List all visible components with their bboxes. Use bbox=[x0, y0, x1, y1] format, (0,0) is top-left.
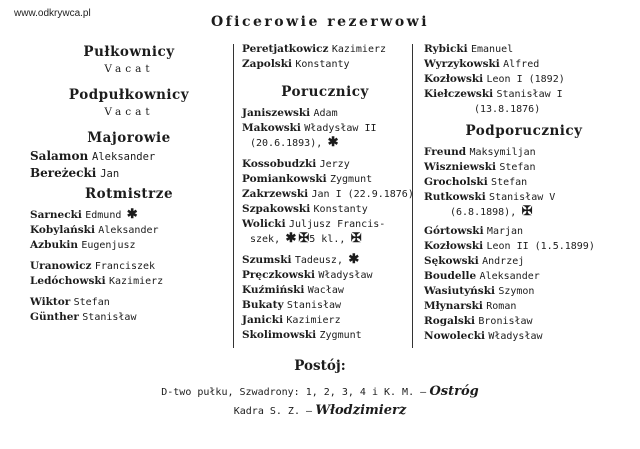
first-name: Aleksander bbox=[92, 151, 156, 163]
postoj-line-1-text: D-two pułku, Szwadrony: 1, 2, 3, 4 i K. M. — bbox=[161, 387, 427, 398]
list-item bbox=[242, 328, 408, 343]
section-heading-majorowie: Majorowie bbox=[87, 130, 171, 146]
surname: Peretjatkowicz bbox=[242, 43, 329, 55]
first-name: Andrzej bbox=[482, 256, 525, 267]
list-item bbox=[242, 298, 408, 313]
first-name: Zygmunt bbox=[330, 174, 373, 185]
postoj-line-1 bbox=[0, 384, 640, 399]
surname: Górtowski bbox=[424, 225, 484, 237]
first-name-cont: szek, bbox=[250, 234, 281, 245]
list-item bbox=[242, 42, 408, 57]
surname: Wasiutyński bbox=[424, 285, 495, 297]
column-1 bbox=[30, 42, 228, 325]
list-item bbox=[30, 148, 228, 165]
surname: Kuźmiński bbox=[242, 284, 305, 296]
surname: Wiktor bbox=[30, 296, 71, 308]
postoj-line-2-text: Kadra S. Z. — bbox=[233, 406, 313, 417]
list-item bbox=[242, 268, 408, 283]
first-name: Emanuel bbox=[470, 44, 514, 55]
list-item bbox=[424, 314, 624, 329]
section-heading-porucznicy: Porucznicy bbox=[281, 84, 369, 100]
column-2 bbox=[242, 42, 414, 343]
first-name: Zygmunt bbox=[319, 330, 362, 341]
section-heading-pulkownicy: Pułkownicy bbox=[83, 44, 175, 60]
order-star-icon: ✱ bbox=[126, 207, 138, 222]
first-name: Władysław bbox=[488, 331, 543, 342]
surname: Salamon bbox=[30, 149, 89, 163]
first-name: Juljusz Francis- bbox=[288, 219, 386, 230]
watermark: www.odkrywca.pl bbox=[14, 8, 91, 19]
first-name: Leon II (1.5.1899) bbox=[486, 241, 595, 252]
first-name: Alfred bbox=[503, 59, 540, 70]
surname: Kozłowski bbox=[424, 240, 484, 252]
first-name: Stefan bbox=[499, 162, 536, 173]
surname: Wolicki bbox=[242, 218, 286, 230]
first-name: Konstanty bbox=[313, 204, 368, 215]
first-name: Konstanty bbox=[295, 59, 350, 70]
list-item bbox=[242, 106, 408, 121]
list-item bbox=[30, 165, 228, 182]
surname: Sarnecki bbox=[30, 209, 82, 221]
vacat-pulkownicy: Vacat bbox=[104, 63, 154, 75]
page-title: Oficerowie rezerwowi bbox=[210, 14, 430, 30]
surname: Rogalski bbox=[424, 315, 476, 327]
list-item bbox=[424, 160, 624, 175]
list-item bbox=[424, 254, 624, 269]
surname: Rutkowski bbox=[424, 191, 486, 203]
list-item bbox=[30, 259, 228, 274]
list-item bbox=[424, 72, 624, 87]
list-item bbox=[424, 175, 624, 190]
surname: Kiełczewski bbox=[424, 88, 494, 100]
list-item bbox=[424, 269, 624, 284]
column-divider-1 bbox=[233, 44, 234, 348]
birth-date: (6.8.1898), bbox=[450, 207, 517, 218]
list-item bbox=[242, 313, 408, 328]
postoj-heading: Postój: bbox=[294, 358, 346, 374]
first-name: Marjan bbox=[486, 226, 524, 237]
surname: Kozłowski bbox=[424, 73, 484, 85]
first-name: Władysław bbox=[318, 270, 373, 281]
surname: Freund bbox=[424, 146, 467, 158]
first-name: Stanisław bbox=[82, 312, 137, 323]
spacer bbox=[30, 120, 228, 128]
surname: Azbukin bbox=[30, 239, 78, 251]
list-item bbox=[242, 253, 408, 268]
first-name: Edmund bbox=[85, 210, 122, 221]
first-name: Stefan bbox=[73, 297, 110, 308]
surname: Günther bbox=[30, 311, 79, 323]
order-star-icon: ✱ bbox=[327, 135, 339, 150]
list-item bbox=[242, 187, 414, 202]
list-item bbox=[424, 87, 624, 102]
virtuti-cross-icon: ✠ bbox=[350, 231, 362, 246]
list-item bbox=[424, 205, 624, 220]
list-item bbox=[30, 208, 228, 223]
surname: Makowski bbox=[242, 122, 301, 134]
surname: Sękowski bbox=[424, 255, 479, 267]
first-name: Aleksander bbox=[98, 225, 159, 236]
first-name: Kazimierz bbox=[286, 315, 341, 326]
first-name: Leon I (1892) bbox=[486, 74, 565, 85]
birth-date: (13.8.1876) bbox=[474, 104, 541, 115]
surname: Bereżecki bbox=[30, 166, 97, 180]
list-item bbox=[242, 121, 408, 136]
list-item bbox=[242, 217, 408, 232]
first-name: Jan bbox=[100, 168, 120, 180]
surname: Kossobudzki bbox=[242, 158, 317, 170]
first-name: Jan I (22.9.1876) bbox=[311, 189, 414, 200]
surname: Nowolecki bbox=[424, 330, 485, 342]
list-item bbox=[242, 136, 408, 151]
surname: Wiszniewski bbox=[424, 161, 496, 173]
first-name: Stanisław I bbox=[496, 89, 563, 100]
first-name: Roman bbox=[486, 301, 517, 312]
first-name: Jerzy bbox=[319, 159, 350, 170]
surname: Szumski bbox=[242, 254, 292, 266]
first-name: Władysław II bbox=[304, 123, 377, 134]
surname: Janiszewski bbox=[242, 107, 311, 119]
first-name: Stanisław bbox=[286, 300, 342, 311]
surname: Boudelle bbox=[424, 270, 477, 282]
first-name: Stanisław V bbox=[489, 192, 556, 203]
first-name: Franciszek bbox=[94, 261, 156, 272]
surname: Zakrzewski bbox=[242, 188, 309, 200]
order-star-icon: ✱ bbox=[348, 252, 360, 267]
first-name: Kazimierz bbox=[109, 276, 164, 287]
section-heading-rotmistrze: Rotmistrze bbox=[84, 186, 174, 202]
list-item bbox=[424, 299, 624, 314]
section-heading-podpulkownicy: Podpułkownicy bbox=[68, 87, 190, 103]
list-item bbox=[424, 239, 624, 254]
surname: Szpakowski bbox=[242, 203, 311, 215]
surname: Janicki bbox=[242, 314, 284, 326]
surname: Uranowicz bbox=[30, 260, 92, 272]
list-item bbox=[424, 190, 624, 205]
virtuti-cross-icon: ✠ bbox=[298, 231, 310, 246]
list-item bbox=[424, 329, 624, 344]
first-name: Wacław bbox=[307, 285, 344, 296]
postoj-line-2 bbox=[0, 403, 640, 418]
list-item bbox=[30, 295, 228, 310]
birth-date: (20.6.1893), bbox=[250, 138, 323, 149]
first-name: Szymon bbox=[498, 286, 535, 297]
list-item bbox=[424, 57, 624, 72]
surname: Ledóchowski bbox=[30, 275, 106, 287]
list-item bbox=[30, 238, 228, 253]
list-item bbox=[30, 223, 228, 238]
list-item bbox=[242, 157, 408, 172]
surname: Skolimowski bbox=[242, 329, 317, 341]
column-3 bbox=[424, 42, 624, 344]
list-item bbox=[242, 232, 408, 247]
list-item bbox=[242, 202, 408, 217]
surname: Rybicki bbox=[424, 43, 468, 55]
first-name: Maksymiljan bbox=[469, 147, 536, 158]
spacer bbox=[30, 77, 228, 85]
list-item bbox=[30, 274, 228, 289]
list-item bbox=[242, 283, 408, 298]
list-item bbox=[424, 102, 624, 117]
list-item bbox=[424, 224, 624, 239]
first-name: Aleksander bbox=[479, 271, 540, 282]
postoj-line-1-place: Ostróg bbox=[429, 384, 479, 399]
surname: Zapolski bbox=[242, 58, 292, 70]
list-item bbox=[242, 172, 408, 187]
surname: Wyrzykowski bbox=[424, 58, 500, 70]
list-item bbox=[242, 57, 408, 72]
postoj-line-2-place: Włodzimierz bbox=[315, 403, 407, 418]
class-note: 5 kl., bbox=[309, 234, 346, 245]
first-name: Tadeusz, bbox=[294, 255, 343, 266]
surname: Pręczkowski bbox=[242, 269, 315, 281]
first-name: Adam bbox=[313, 108, 338, 119]
order-star-icon: ✱ bbox=[285, 231, 297, 246]
list-item bbox=[30, 310, 228, 325]
section-heading-podporucznicy: Podporucznicy bbox=[465, 123, 583, 139]
first-name: Eugenjusz bbox=[81, 240, 136, 251]
surname: Grocholski bbox=[424, 176, 488, 188]
vacat-podpulkownicy: Vacat bbox=[104, 106, 154, 118]
list-item bbox=[424, 42, 624, 57]
surname: Kobylański bbox=[30, 224, 95, 236]
first-name: Stefan bbox=[491, 177, 528, 188]
surname: Młynarski bbox=[424, 300, 483, 312]
list-item bbox=[424, 145, 624, 160]
spacer bbox=[242, 72, 408, 82]
surname: Bukaty bbox=[242, 299, 284, 311]
list-item bbox=[424, 284, 624, 299]
surname: Pomiankowski bbox=[242, 173, 327, 185]
first-name: Bronisław bbox=[478, 316, 533, 327]
first-name: Kazimierz bbox=[331, 44, 387, 55]
virtuti-cross-icon: ✠ bbox=[521, 204, 533, 219]
